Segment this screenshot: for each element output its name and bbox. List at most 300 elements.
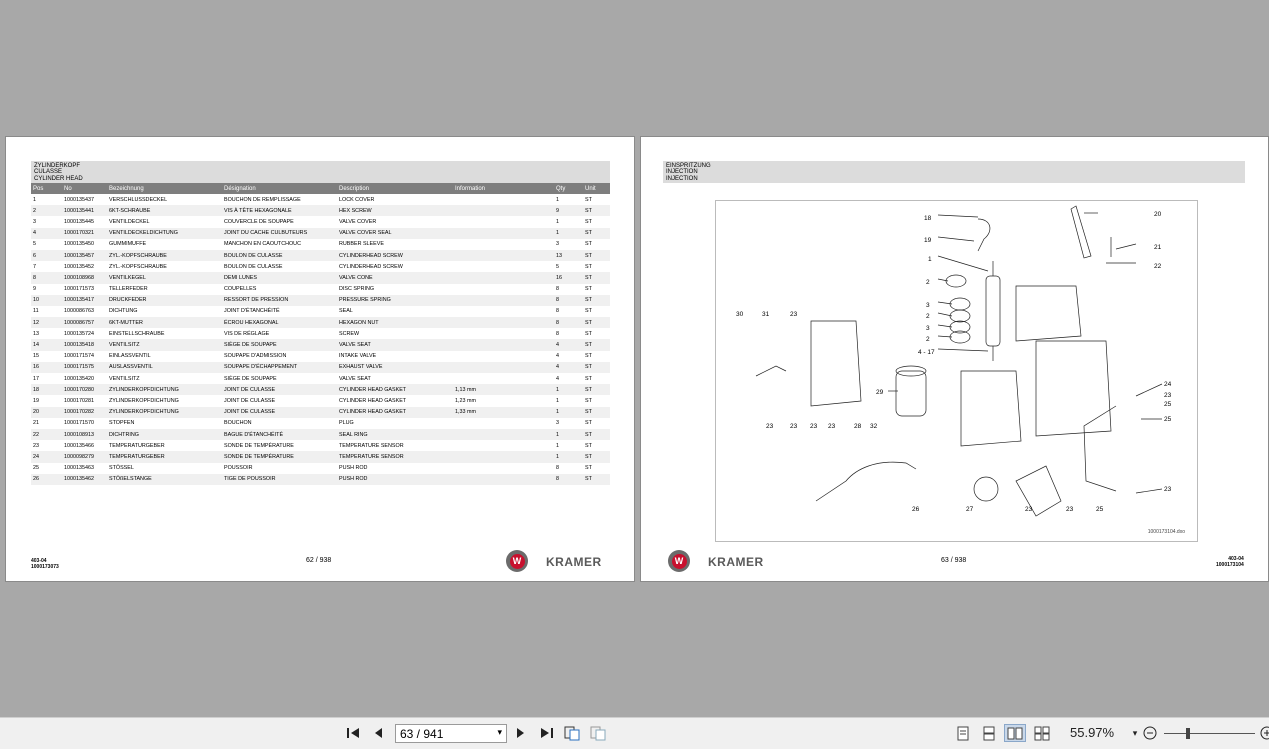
next-page-icon[interactable] — [513, 724, 529, 742]
table-cell: 1000108968 — [62, 272, 107, 283]
table-cell: 1000135450 — [62, 239, 107, 250]
table-cell: SIÈGE DE SOUPAPE — [222, 373, 337, 384]
table-cell: 1000135457 — [62, 250, 107, 261]
table-cell: 1000135445 — [62, 216, 107, 227]
table-cell: 26 — [31, 474, 62, 485]
table-row — [31, 362, 610, 373]
table-cell — [453, 317, 554, 328]
diagram-callout: 2 — [926, 313, 930, 320]
diagram-callout: 26 — [912, 506, 920, 513]
diagram-reference: 1000173104.dxo — [1147, 529, 1185, 535]
diagram-callout: 21 — [1154, 244, 1162, 251]
header-line-en: INJECTION — [666, 175, 698, 182]
table-cell: ST — [583, 317, 610, 328]
table-cell: 16 — [554, 272, 583, 283]
table-cell: TEMPERATURE SENSOR — [337, 451, 453, 462]
table-cell: 1000086763 — [62, 306, 107, 317]
left-page — [6, 137, 634, 581]
table-cell: DEMI LUNES — [222, 272, 337, 283]
table-cell: DICHTRING — [107, 429, 222, 440]
table-cell: ST — [583, 295, 610, 306]
chevron-down-icon[interactable]: ▾ — [497, 727, 502, 737]
table-cell: ST — [583, 205, 610, 216]
table-cell: SIÈGE DE SOUPAPE — [222, 339, 337, 350]
diagram-callout: 30 — [736, 311, 744, 318]
table-cell: ST — [583, 272, 610, 283]
diagram-callout: 31 — [762, 311, 770, 318]
table-cell: ST — [583, 351, 610, 362]
table-cell — [453, 474, 554, 485]
table-cell: 19 — [31, 395, 62, 406]
table-cell: 20 — [31, 407, 62, 418]
table-cell: 7 — [31, 261, 62, 272]
table-cell: GUMMIMUFFE — [107, 239, 222, 250]
col-header-qty: Qty — [554, 183, 583, 194]
last-page-icon[interactable] — [537, 724, 557, 742]
table-cell: ZYLINDERKOPFDICHTUNG — [107, 395, 222, 406]
diagram-callout: 23 — [1164, 392, 1172, 399]
page-number-value: 63 / 941 — [400, 726, 444, 741]
table-cell: 4 — [554, 373, 583, 384]
table-cell: 1 — [554, 429, 583, 440]
diagram-callout: 23 — [810, 423, 818, 430]
bracket — [1016, 466, 1061, 516]
table-cell — [453, 451, 554, 462]
table-cell: 23 — [31, 440, 62, 451]
diagram-callout: 25 — [1096, 506, 1104, 513]
first-page-icon[interactable] — [343, 724, 363, 742]
table-cell: ST — [583, 384, 610, 395]
table-cell: 1000135724 — [62, 328, 107, 339]
table-cell: ST — [583, 463, 610, 474]
diagram-callout: 1 — [928, 256, 932, 263]
table-cell — [453, 362, 554, 373]
table-cell: ST — [583, 250, 610, 261]
table-cell: TEMPERATURGEBER — [107, 440, 222, 451]
table-row — [31, 228, 610, 239]
header-line-fr: INJECTION — [666, 169, 698, 176]
table-cell: 1000108913 — [62, 429, 107, 440]
table-cell: 3 — [554, 418, 583, 429]
compare-icon[interactable] — [588, 724, 608, 742]
nozzle-shape — [1071, 206, 1091, 258]
table-cell: JOINT DE CULASSE — [222, 395, 337, 406]
table-cell: 4 — [554, 351, 583, 362]
diagram-callout: 23 — [1066, 506, 1074, 513]
table-cell: 1000171575 — [62, 362, 107, 373]
table-cell: CYLINDERHEAD SCREW — [337, 261, 453, 272]
continuous-page-icon[interactable] — [980, 724, 998, 742]
table-row — [31, 407, 610, 418]
table-row — [31, 295, 610, 306]
table-cell: EINLASSVENTIL — [107, 351, 222, 362]
table-cell: 1000170282 — [62, 407, 107, 418]
table-cell: VALVE COVER SEAL — [337, 228, 453, 239]
table-cell: PUSH ROD — [337, 463, 453, 474]
table-cell: 8 — [554, 474, 583, 485]
table-cell: CYLINDER HEAD GASKET — [337, 407, 453, 418]
table-cell: 1000170321 — [62, 228, 107, 239]
table-header-row — [31, 183, 610, 194]
footer-code — [1216, 556, 1244, 568]
table-cell: ST — [583, 306, 610, 317]
table-row — [31, 306, 610, 317]
table-cell: STÖSSEL — [107, 463, 222, 474]
col-header-bezeichnung: Bezeichnung — [107, 183, 222, 194]
table-cell: ST — [583, 429, 610, 440]
table-cell: 1 — [554, 407, 583, 418]
table-cell: BOULON DE CULASSE — [222, 250, 337, 261]
table-cell: ST — [583, 418, 610, 429]
table-cell: COUVERCLE DE SOUPAPE — [222, 216, 337, 227]
table-cell: 1000171570 — [62, 418, 107, 429]
table-cell: 9 — [31, 284, 62, 295]
table-cell: SONDE DE TEMPÉRATURE — [222, 451, 337, 462]
zoom-dropdown-icon[interactable]: ▾ — [1132, 727, 1138, 738]
table-cell: TELLERFEDER — [107, 284, 222, 295]
table-cell — [453, 194, 554, 205]
diagram-callout: 28 — [854, 423, 862, 430]
table-cell: 10 — [31, 295, 62, 306]
table-cell: 1 — [554, 440, 583, 451]
table-cell — [453, 272, 554, 283]
table-row — [31, 239, 610, 250]
table-row — [31, 272, 610, 283]
injection-pump — [961, 371, 1021, 446]
footer-code-line: 1000173073 — [31, 564, 59, 570]
rotate-icon[interactable] — [562, 724, 582, 742]
page-number: 63 / 938 — [941, 557, 967, 564]
table-row — [31, 418, 610, 429]
table-cell: 4 — [31, 228, 62, 239]
table-row — [31, 250, 610, 261]
table-row — [31, 216, 610, 227]
diagram-callout: 23 — [828, 423, 836, 430]
fuel-filter — [896, 371, 926, 416]
diagram-callout: 23 — [790, 311, 798, 318]
table-cell: 1,13 mm — [453, 384, 554, 395]
zoom-in-icon[interactable] — [1259, 724, 1269, 742]
table-cell: VALVE CONE — [337, 272, 453, 283]
table-cell — [453, 373, 554, 384]
table-cell — [453, 284, 554, 295]
diagram-callout: 19 — [924, 237, 932, 244]
table-cell: 1000135418 — [62, 339, 107, 350]
table-cell: SOUPAPE D'ADMISSION — [222, 351, 337, 362]
table-cell: 9 — [554, 205, 583, 216]
table-cell: 16 — [31, 362, 62, 373]
table-cell — [453, 295, 554, 306]
brand-name: KRAMER — [546, 555, 602, 569]
table-cell: 2 — [31, 205, 62, 216]
table-cell: BOULON DE CULASSE — [222, 261, 337, 272]
table-cell: RESSORT DE PRESSION — [222, 295, 337, 306]
zoom-out-icon[interactable] — [1142, 724, 1158, 742]
table-cell: VALVE COVER — [337, 216, 453, 227]
table-row — [31, 339, 610, 350]
table-row — [31, 284, 610, 295]
parts-table — [31, 183, 610, 485]
table-cell: 1,23 mm — [453, 395, 554, 406]
table-cell: 1000135466 — [62, 440, 107, 451]
exploded-parts-diagram — [715, 200, 1198, 542]
table-cell: ST — [583, 239, 610, 250]
table-cell: ST — [583, 328, 610, 339]
diagram-callout: 29 — [876, 389, 884, 396]
table-cell: DICHTUNG — [107, 306, 222, 317]
col-header-unit: Unit — [583, 183, 610, 194]
table-cell: BOUCHON — [222, 418, 337, 429]
table-cell: VIS DE RÉGLAGE — [222, 328, 337, 339]
table-row — [31, 429, 610, 440]
table-cell: 13 — [554, 250, 583, 261]
table-cell — [453, 216, 554, 227]
table-cell: 1 — [554, 228, 583, 239]
table-row — [31, 205, 610, 216]
table-cell: 18 — [31, 384, 62, 395]
viewer-toolbar — [0, 717, 1269, 749]
table-cell: 11 — [31, 306, 62, 317]
two-page-continuous-icon[interactable] — [1032, 724, 1052, 742]
table-cell: EINSTELLSCHRAUBE — [107, 328, 222, 339]
injector-shape — [986, 276, 1000, 346]
table-cell: 4 — [554, 362, 583, 373]
table-cell: SONDE DE TEMPÉRATURE — [222, 440, 337, 451]
diagram-callout: 25 — [1164, 401, 1172, 408]
table-row — [31, 261, 610, 272]
diagram-callout: 3 — [926, 325, 930, 332]
seal-ring — [946, 275, 966, 287]
table-cell: 24 — [31, 451, 62, 462]
table-cell: PLUG — [337, 418, 453, 429]
table-cell: 13 — [31, 328, 62, 339]
table-cell: PRESSURE SPRING — [337, 295, 453, 306]
table-cell: VERSCHLUSSDECKEL — [107, 194, 222, 205]
table-cell: AUSLASSVENTIL — [107, 362, 222, 373]
diagram-callout: 23 — [1164, 486, 1172, 493]
header-line-en: CYLINDER HEAD — [34, 175, 83, 182]
table-cell: BOUCHON DE REMPLISSAGE — [222, 194, 337, 205]
table-cell — [453, 261, 554, 272]
table-cell: ST — [583, 440, 610, 451]
table-cell: SCREW — [337, 328, 453, 339]
feed-pump — [974, 477, 998, 501]
table-cell: 15 — [31, 351, 62, 362]
table-cell: TEMPERATURE SENSOR — [337, 440, 453, 451]
table-cell: 1 — [554, 194, 583, 205]
table-cell: 3 — [554, 239, 583, 250]
diagram-callout: 18 — [924, 215, 932, 222]
engine-block — [1036, 341, 1111, 436]
table-cell: HEX SCREW — [337, 205, 453, 216]
table-cell: VENTILKEGEL — [107, 272, 222, 283]
table-cell: STOPFEN — [107, 418, 222, 429]
prev-page-icon[interactable] — [370, 724, 386, 742]
return-pipe — [1084, 406, 1116, 491]
two-page-icon[interactable] — [1004, 724, 1026, 742]
brand-name: KRAMER — [708, 555, 764, 569]
table-cell: ZYLINDERKOPFDICHTUNG — [107, 384, 222, 395]
table-row — [31, 373, 610, 384]
table-cell: VALVE SEAT — [337, 339, 453, 350]
table-cell — [453, 351, 554, 362]
table-cell: 1000098279 — [62, 451, 107, 462]
table-cell: 25 — [31, 463, 62, 474]
table-cell: 5 — [554, 261, 583, 272]
table-cell: LOCK COVER — [337, 194, 453, 205]
diagram-callout: 22 — [1154, 263, 1162, 270]
table-cell: TEMPERATURGEBER — [107, 451, 222, 462]
single-page-icon[interactable] — [954, 724, 972, 742]
table-row — [31, 351, 610, 362]
table-cell: 17 — [31, 373, 62, 384]
diagram-callout: 3 — [926, 302, 930, 309]
table-cell: 1000135437 — [62, 194, 107, 205]
table-cell: 1000135463 — [62, 463, 107, 474]
table-row — [31, 474, 610, 485]
table-cell — [453, 463, 554, 474]
table-cell — [453, 250, 554, 261]
table-cell: ST — [583, 228, 610, 239]
table-cell: EXHAUST VALVE — [337, 362, 453, 373]
table-cell: HEXAGON NUT — [337, 317, 453, 328]
table-cell: 1,33 mm — [453, 407, 554, 418]
table-row — [31, 317, 610, 328]
diagram-drawing — [716, 201, 1197, 541]
table-cell: 1000170280 — [62, 384, 107, 395]
table-row — [31, 328, 610, 339]
col-header-designation: Désignation — [222, 183, 337, 194]
table-cell: 1000135417 — [62, 295, 107, 306]
diagram-callout: 27 — [966, 506, 974, 513]
table-cell — [453, 339, 554, 350]
col-header-description: Description — [337, 183, 453, 194]
table-cell: COUPELLES — [222, 284, 337, 295]
table-cell: 3 — [31, 216, 62, 227]
table-cell: VENTILSITZ — [107, 373, 222, 384]
table-cell: 8 — [31, 272, 62, 283]
table-cell: 8 — [554, 295, 583, 306]
gear-cover — [811, 321, 861, 406]
zoom-slider[interactable] — [1164, 733, 1255, 734]
diagram-callout: 20 — [1154, 211, 1162, 218]
table-cell: PUSH ROD — [337, 474, 453, 485]
table-cell: TIGE DE POUSSOIR — [222, 474, 337, 485]
footer-code — [31, 558, 59, 570]
table-cell: VALVE SEAT — [337, 373, 453, 384]
logo-letter: W — [510, 554, 525, 569]
table-cell — [453, 205, 554, 216]
footer-code-line: 1000173104 — [1216, 562, 1244, 568]
col-header-pos: Pos — [31, 183, 62, 194]
table-cell: 22 — [31, 429, 62, 440]
table-row — [31, 194, 610, 205]
valve-block — [1016, 286, 1081, 341]
table-cell — [453, 306, 554, 317]
table-cell: ST — [583, 373, 610, 384]
table-cell: SEAL — [337, 306, 453, 317]
table-cell — [453, 228, 554, 239]
table-row — [31, 395, 610, 406]
table-cell: ST — [583, 474, 610, 485]
seal-ring — [950, 298, 970, 310]
table-cell: JOINT DU CACHE CULBUTEURS — [222, 228, 337, 239]
table-cell: 1 — [554, 216, 583, 227]
col-header-no: No — [62, 183, 107, 194]
table-cell: ÉCROU HEXAGONAL — [222, 317, 337, 328]
table-cell: 8 — [554, 317, 583, 328]
diagram-callout: 25 — [1164, 416, 1172, 423]
table-cell: JOINT DE CULASSE — [222, 407, 337, 418]
col-header-information: Information — [453, 183, 554, 194]
fuel-pipe — [816, 462, 916, 501]
table-cell: JOINT DE CULASSE — [222, 384, 337, 395]
diagram-callout: 32 — [870, 423, 878, 430]
header-line-fr: CULASSE — [34, 169, 63, 176]
table-cell: ST — [583, 216, 610, 227]
table-cell: SEAL RING — [337, 429, 453, 440]
table-row — [31, 384, 610, 395]
table-cell: INTAKE VALVE — [337, 351, 453, 362]
diagram-callout: 23 — [766, 423, 774, 430]
table-cell: ST — [583, 451, 610, 462]
table-cell: ST — [583, 261, 610, 272]
table-cell: CYLINDER HEAD GASKET — [337, 384, 453, 395]
table-cell: JOINT D'ÉTANCHÉITÉ — [222, 306, 337, 317]
table-cell: ZYL.-KOPFSCHRAUBE — [107, 250, 222, 261]
diagram-callout: 2 — [926, 336, 930, 343]
table-cell: 8 — [554, 463, 583, 474]
table-cell: 8 — [554, 306, 583, 317]
table-cell: RUBBER SLEEVE — [337, 239, 453, 250]
header-line-de: ZYLINDERKOPF — [34, 163, 81, 169]
zoom-level[interactable]: 55.97% — [1070, 725, 1115, 740]
table-cell: 1000171573 — [62, 284, 107, 295]
table-cell: 1000135420 — [62, 373, 107, 384]
footer-code-line: 403-04 — [1228, 556, 1244, 562]
table-cell: 1 — [31, 194, 62, 205]
table-cell: 1000086757 — [62, 317, 107, 328]
table-cell: 1000135452 — [62, 261, 107, 272]
injection-line — [978, 219, 990, 251]
diagram-callout: 2 — [926, 279, 930, 286]
table-row — [31, 440, 610, 451]
table-cell: STÖßELSTANGE — [107, 474, 222, 485]
table-cell: 1000135462 — [62, 474, 107, 485]
table-cell: SOUPAPE D'ÉCHAPPEMENT — [222, 362, 337, 373]
table-cell: ST — [583, 395, 610, 406]
table-cell: VENTILDECKEL — [107, 216, 222, 227]
table-cell: 1000170281 — [62, 395, 107, 406]
section-header — [663, 161, 1245, 183]
table-cell: ST — [583, 407, 610, 418]
header-line-de: EINSPRITZUNG — [666, 163, 711, 169]
page-number-input[interactable] — [395, 724, 507, 743]
logo-letter: W — [672, 554, 687, 569]
section-header — [31, 161, 610, 183]
table-cell: 4 — [554, 339, 583, 350]
table-cell: ST — [583, 284, 610, 295]
zoom-slider-thumb[interactable] — [1186, 728, 1190, 739]
table-cell: BAGUE D'ÉTANCHÉITÉ — [222, 429, 337, 440]
table-cell: 1 — [554, 384, 583, 395]
kramer-logo — [506, 550, 528, 572]
table-cell: 6 — [31, 250, 62, 261]
table-cell: 6KT-SCHRAUBE — [107, 205, 222, 216]
table-cell: CYLINDERHEAD SCREW — [337, 250, 453, 261]
table-cell: DISC SPRING — [337, 284, 453, 295]
diagram-callout: 24 — [1164, 381, 1172, 388]
